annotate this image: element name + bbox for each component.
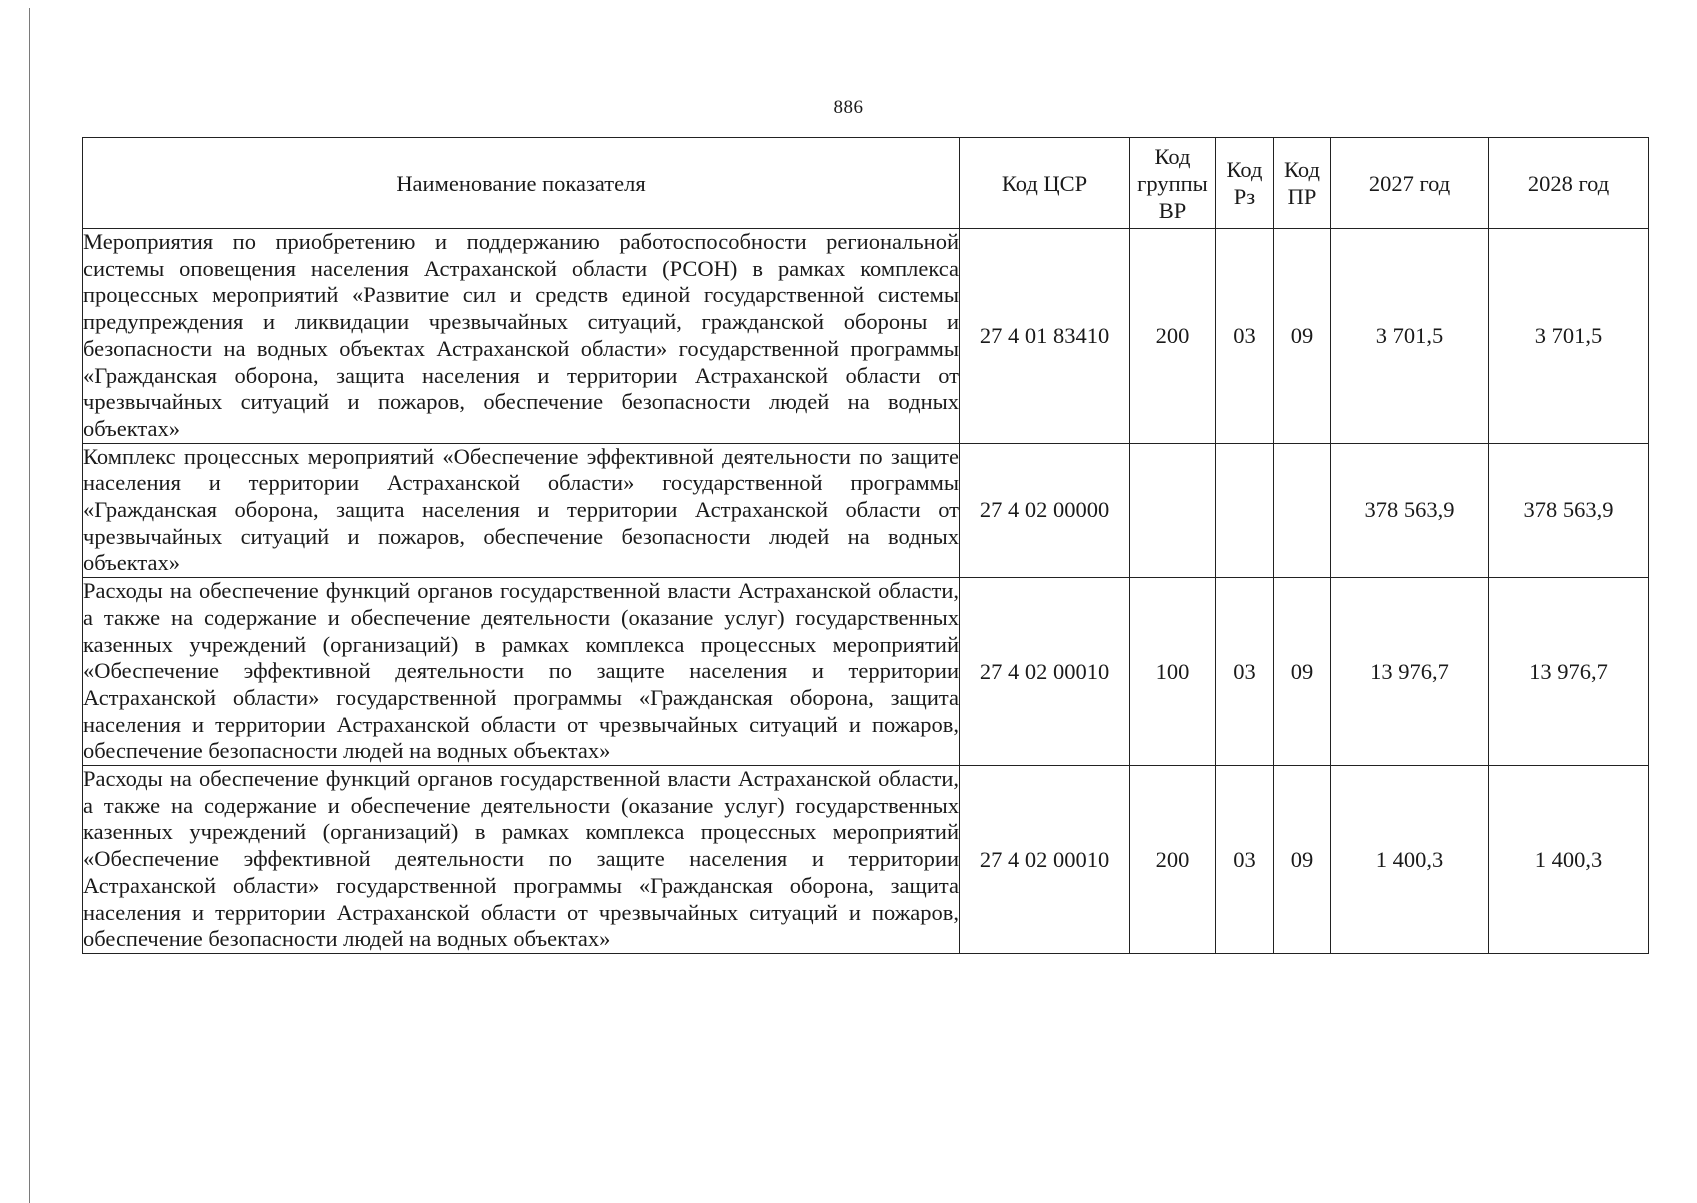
row-csr: 27 4 01 83410 xyxy=(960,229,1130,444)
header-vr-line-1: Код xyxy=(1154,143,1191,169)
scan-edge-line xyxy=(29,8,30,1203)
row-rz: 03 xyxy=(1216,229,1274,444)
row-csr: 27 4 02 00010 xyxy=(960,766,1130,954)
row-name: Расходы на обеспечение функций органов государственной власти Астраханской области, а также на содержание и обеспечение деятельности (оказание услуг) государственных казенных учреждений (организаций) в рамках комплекса процессных мероприятий «Обеспечение эффективной деятельности по защите населения и территории Астраханской области» государственной программы «Гражданская оборона, защита населения и территории Астраханской области от чрезвычайных ситуаций и пожаров, обеспечение безопасности людей на водных объектах» xyxy=(83,766,960,954)
row-vr: 100 xyxy=(1130,578,1216,766)
row-2027: 378 563,9 xyxy=(1331,443,1489,578)
row-pr: 09 xyxy=(1274,229,1331,444)
row-vr: 200 xyxy=(1130,766,1216,954)
row-2028: 1 400,3 xyxy=(1489,766,1649,954)
row-rz xyxy=(1216,443,1274,578)
table-row xyxy=(83,766,1649,954)
table-row xyxy=(83,578,1649,766)
table-row xyxy=(83,229,1649,444)
header-pr xyxy=(1274,138,1331,229)
row-name: Расходы на обеспечение функций органов государственной власти Астраханской области, а также на содержание и обеспечение деятельности (оказание услуг) государственных казенных учреждений (организаций) в рамках комплекса процессных мероприятий «Обеспечение эффективной деятельности по защите населения и территории Астраханской области» государственной программы «Гражданская оборона, защита населения и территории Астраханской области от чрезвычайных ситуаций и пожаров, обеспечение безопасности людей на водных объектах» xyxy=(83,578,960,766)
row-2028: 13 976,7 xyxy=(1489,578,1649,766)
header-csr: Код ЦСР xyxy=(960,138,1130,229)
row-pr: 09 xyxy=(1274,766,1331,954)
header-vr-line-2: группы xyxy=(1137,170,1208,196)
row-2027: 3 701,5 xyxy=(1331,229,1489,444)
row-csr: 27 4 02 00000 xyxy=(960,443,1130,578)
header-vr-line-3: ВР xyxy=(1158,197,1187,223)
row-rz: 03 xyxy=(1216,766,1274,954)
header-rz-line-1: Код xyxy=(1226,157,1263,182)
row-2027: 1 400,3 xyxy=(1331,766,1489,954)
header-name: Наименование показателя xyxy=(83,138,960,229)
header-2027: 2027 год xyxy=(1331,138,1489,229)
row-vr xyxy=(1130,443,1216,578)
row-pr xyxy=(1274,443,1331,578)
row-2027: 13 976,7 xyxy=(1331,578,1489,766)
header-vr xyxy=(1130,138,1216,229)
row-pr: 09 xyxy=(1274,578,1331,766)
header-pr-line-1: Код xyxy=(1284,157,1320,182)
page-number: 886 xyxy=(833,97,864,118)
header-pr-line-2: ПР xyxy=(1287,184,1317,209)
table-header-row xyxy=(83,138,1649,229)
row-rz: 03 xyxy=(1216,578,1274,766)
row-vr: 200 xyxy=(1130,229,1216,444)
row-2028: 378 563,9 xyxy=(1489,443,1649,578)
row-name: Комплекс процессных мероприятий «Обеспечение эффективной деятельности по защите населения и территории Астраханской области» государственной программы «Гражданская оборона, защита населения и территории Астраханской области от чрезвычайных ситуаций и пожаров, обеспечение безопасности людей на водных объектах» xyxy=(83,443,960,578)
row-name: Мероприятия по приобретению и поддержанию работоспособности региональной системы оповещения населения Астраханской области (РСОН) в рамках комплекса процессных мероприятий «Развитие сил и средств единой государственной системы предупреждения и ликвидации чрезвычайных ситуаций, гражданской обороны и безопасности на водных объектах Астраханской области» государственной программы «Гражданская оборона, защита населения и территории Астраханской области от чрезвычайных ситуаций и пожаров, обеспечение безопасности людей на водных объектах» xyxy=(83,229,960,444)
budget-table xyxy=(82,137,1649,954)
header-rz xyxy=(1216,138,1274,229)
row-csr: 27 4 02 00010 xyxy=(960,578,1130,766)
row-2028: 3 701,5 xyxy=(1489,229,1649,444)
table-row xyxy=(83,443,1649,578)
header-rz-line-2: Рз xyxy=(1233,184,1256,209)
header-2028: 2028 год xyxy=(1489,138,1649,229)
